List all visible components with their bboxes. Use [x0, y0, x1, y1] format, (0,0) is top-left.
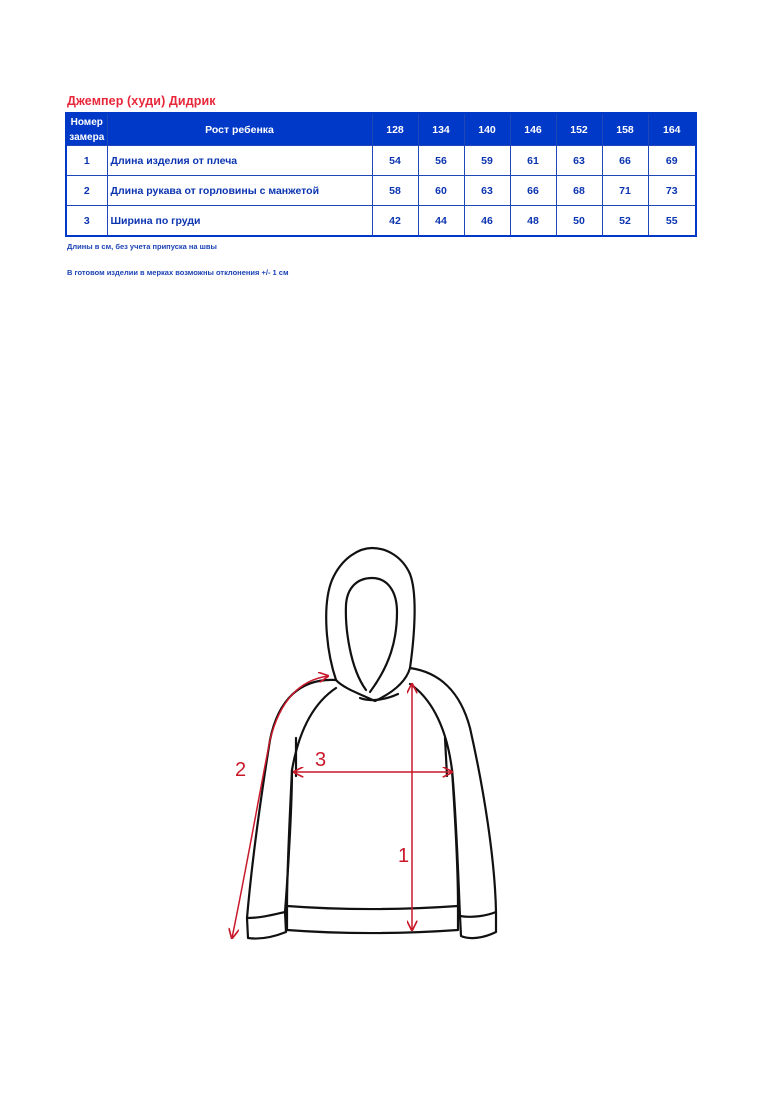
row-label: Ширина по груди — [107, 206, 372, 237]
waistband — [287, 906, 458, 933]
measure-2-arrow — [232, 676, 328, 938]
row-value: 46 — [464, 206, 510, 237]
left-sleeve — [247, 680, 336, 939]
header-number-line1: Номер — [70, 116, 103, 128]
row-number: 2 — [66, 176, 107, 206]
header-number-line2: замера — [69, 131, 105, 143]
measure-3-label: 3 — [315, 749, 327, 771]
row-value: 56 — [418, 146, 464, 176]
measure-1-label: 1 — [398, 845, 410, 867]
left-cuff-line — [247, 912, 285, 918]
header-size-164: 164 — [648, 113, 696, 146]
row-value: 68 — [556, 176, 602, 206]
row-value: 48 — [510, 206, 556, 237]
note-units: Длины в см, без учета припуска на швы — [67, 242, 217, 251]
row-value: 61 — [510, 146, 556, 176]
page-title: Джемпер (худи) Дидрик — [67, 94, 216, 108]
row-value: 63 — [464, 176, 510, 206]
right-cuff-line — [460, 912, 496, 917]
row-value: 50 — [556, 206, 602, 237]
header-size-140: 140 — [464, 113, 510, 146]
row-number: 3 — [66, 206, 107, 237]
row-value: 60 — [418, 176, 464, 206]
hood-outer — [326, 548, 414, 701]
header-size-134: 134 — [418, 113, 464, 146]
header-size-158: 158 — [602, 113, 648, 146]
row-label: Длина рукава от горловины с манжетой — [107, 176, 372, 206]
row-value: 63 — [556, 146, 602, 176]
row-value: 69 — [648, 146, 696, 176]
header-size-152: 152 — [556, 113, 602, 146]
header-size-128: 128 — [372, 113, 418, 146]
row-value: 42 — [372, 206, 418, 237]
row-number: 1 — [66, 146, 107, 176]
row-value: 66 — [510, 176, 556, 206]
row-value: 66 — [602, 146, 648, 176]
row-value: 52 — [602, 206, 648, 237]
row-value: 54 — [372, 146, 418, 176]
row-value: 55 — [648, 206, 696, 237]
hood-inner — [346, 578, 397, 692]
body-left-side — [287, 770, 292, 906]
row-value: 73 — [648, 176, 696, 206]
row-value: 71 — [602, 176, 648, 206]
row-value: 58 — [372, 176, 418, 206]
measure-2-label: 2 — [235, 759, 247, 781]
left-raglan-seam — [292, 688, 336, 770]
row-label: Длина изделия от плеча — [107, 146, 372, 176]
header-child-height: Рост ребенка — [107, 113, 372, 146]
row-value: 59 — [464, 146, 510, 176]
row-value: 44 — [418, 206, 464, 237]
hoodie-outline — [247, 548, 496, 939]
header-size-146: 146 — [510, 113, 556, 146]
note-tolerance: В готовом изделии в мерках возможны отклонения +/- 1 см — [67, 268, 289, 277]
